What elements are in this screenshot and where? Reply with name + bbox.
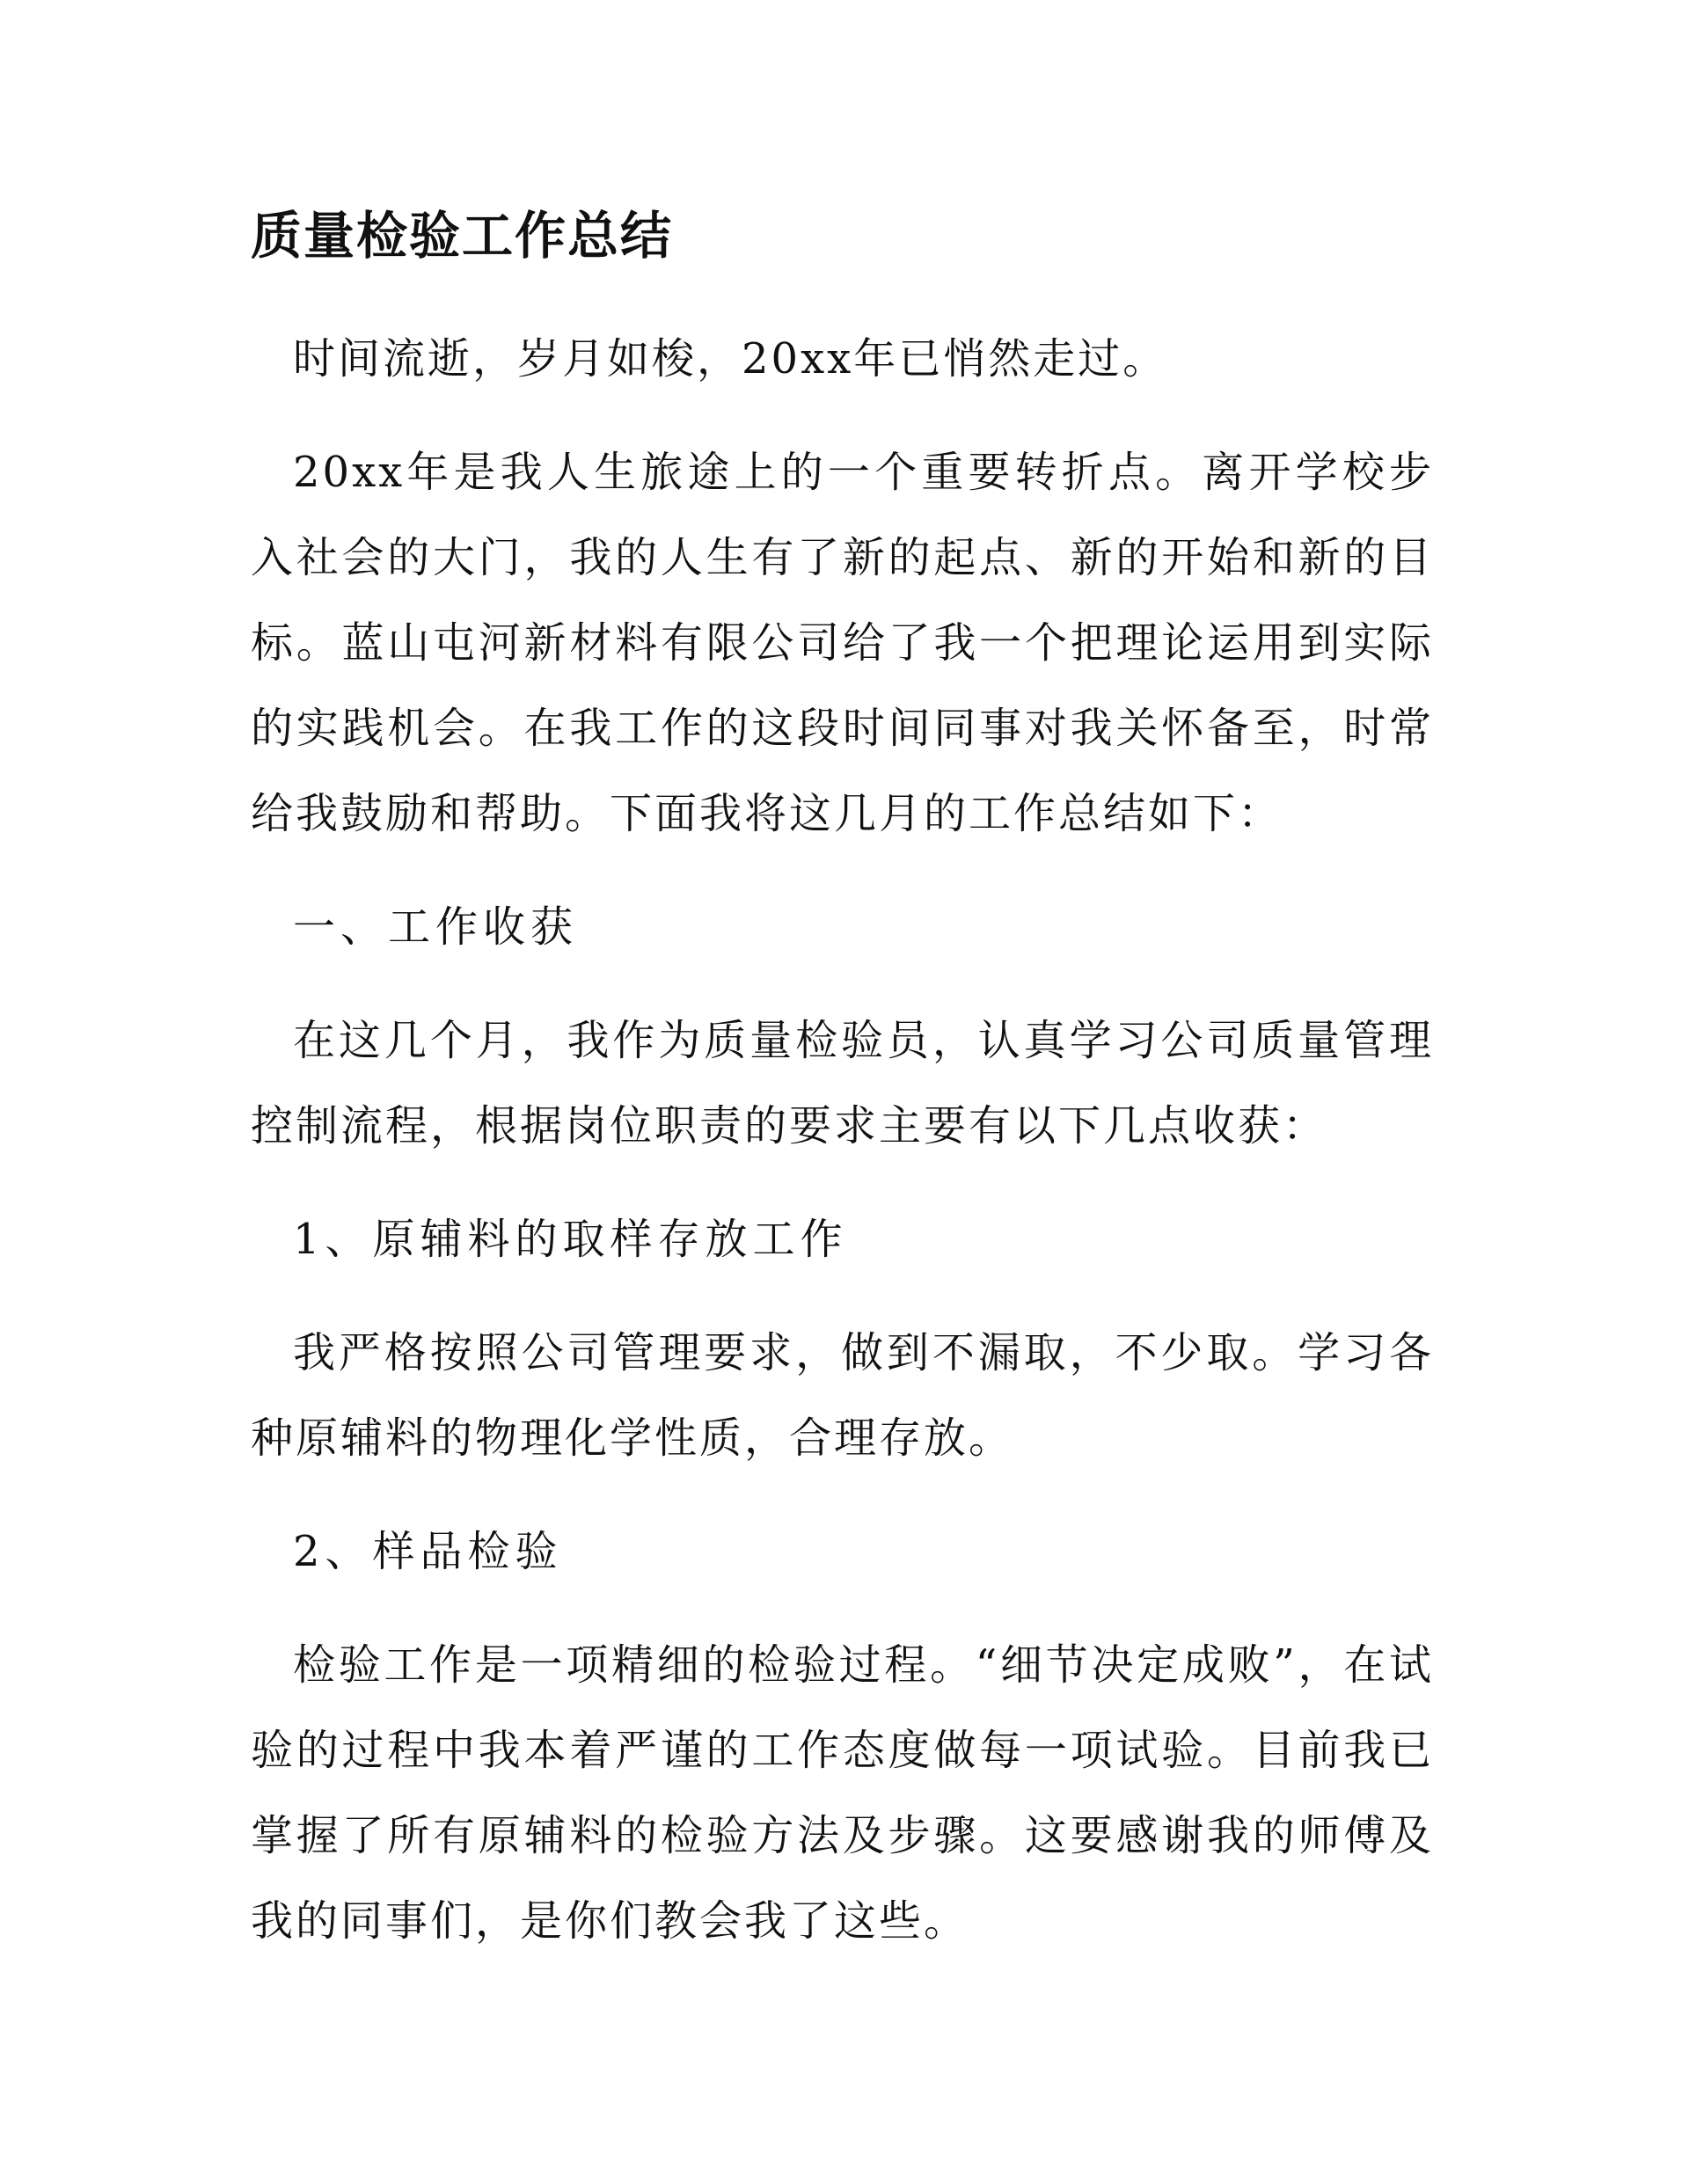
paragraph-sampling-storage: 我严格按照公司管理要求，做到不漏取，不少取。学习各种原辅料的物理化学性质，合理存放。 xyxy=(251,1328,1434,1463)
document-title: 质量检验工作总结 xyxy=(251,206,674,266)
section-heading-work-gains: 一、工作收获 xyxy=(293,902,579,952)
subheading-sampling-storage: 1、原辅料的取样存放工作 xyxy=(293,1215,848,1264)
paragraph-gains-summary: 在这几个月，我作为质量检验员，认真学习公司质量管理控制流程，根据岗位职责的要求主要有以下几点收获： xyxy=(251,1016,1434,1150)
document-body xyxy=(251,317,1434,1992)
paragraph-turning-point: 20xx年是我人生旅途上的一个重要转折点。离开学校步入社会的大门，我的人生有了新的起点、新的开始和新的目标。蓝山屯河新材料有限公司给了我一个把理论运用到实际的实践机会。在我工作的这段时间同事对我关怀备至，时常给我鼓励和帮助。下面我将这几月的工作总结如下： xyxy=(251,448,1434,838)
subheading-sample-inspection: 2、样品检验 xyxy=(293,1527,563,1576)
paragraph-intro: 时间流逝，岁月如梭，20xx年已悄然走过。 xyxy=(293,334,1168,383)
paragraph-sample-inspection: 检验工作是一项精细的检验过程。“细节决定成败”，在试验的过程中我本着严谨的工作态度做每一项试验。目前我已掌握了所有原辅料的检验方法及步骤。这要感谢我的师傅及我的同事们，是你们教会我了这些。 xyxy=(251,1640,1434,1946)
